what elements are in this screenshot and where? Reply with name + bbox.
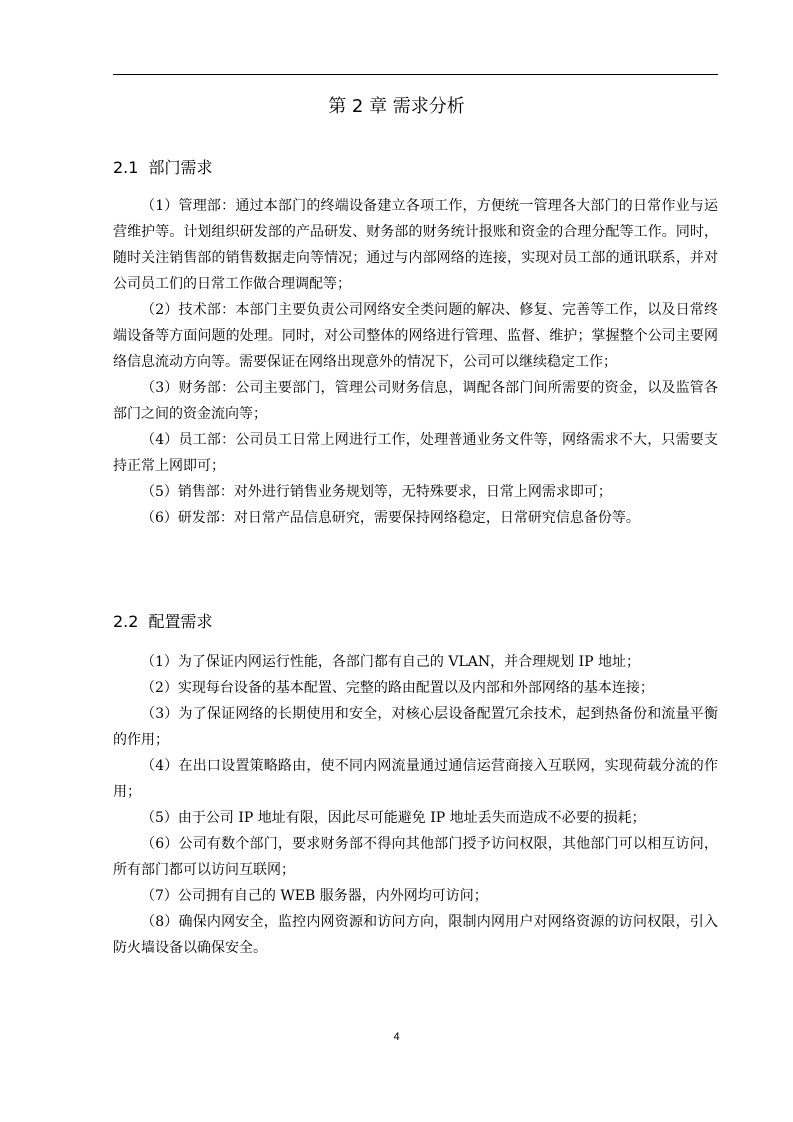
section-number: 2.2 xyxy=(113,612,139,631)
paragraph: （6）研发部：对日常产品信息研究，需要保持网络稳定，日常研究信息备份等。 xyxy=(141,510,640,526)
chapter-title: 第 2 章 需求分析 xyxy=(328,96,465,117)
section-heading-2-1 xyxy=(113,157,212,179)
paragraph: （2）技术部：本部门主要负责公司网络安全类问题的解决、修复、完善等工作，以及日常终端设备等方面问题的处理。同时，对公司整体的网络进行管理、监督、维护；掌握整个公司主要网络信息流动方向等。需要保证在网络出现意外的情况下，公司可以继续稳定工作； xyxy=(113,302,718,370)
paragraph: （4）在出口设置策略路由，使不同内网流量通过通信运营商接入互联网，实现荷载分流的作用； xyxy=(113,758,718,800)
section-title: 部门需求 xyxy=(148,158,213,177)
paragraph: （3）为了保证网络的长期使用和安全，对核心层设备配置冗余技术，起到热备份和流量平衡的作用； xyxy=(113,706,718,748)
header-rule xyxy=(113,74,718,75)
section-number: 2.1 xyxy=(113,158,139,177)
section-body-2-1 xyxy=(113,193,718,531)
section-heading-2-2 xyxy=(113,611,212,633)
paragraph: （3）财务部：公司主要部门，管理公司财务信息，调配各部门间所需要的资金，以及监管各部门之间的资金流向等； xyxy=(113,380,718,422)
paragraph: （4）员工部：公司员工日常上网进行工作，处理普通业务文件等，网络需求不大，只需要支持正常上网即可； xyxy=(113,432,718,474)
page-number: 4 xyxy=(393,1031,400,1043)
paragraph: （8）确保内网安全，监控内网资源和访问方向，限制内网用户对网络资源的访问权限，引入防火墙设备以确保安全。 xyxy=(113,914,718,956)
paragraph: （7）公司拥有自己的 WEB 服务器，内外网均可访问； xyxy=(141,888,488,904)
paragraph: （1）管理部：通过本部门的终端设备建立各项工作，方便统一管理各大部门的日常作业与运营维护等。计划组织研发部的产品研发、财务部的财务统计报账和资金的合理分配等工作。同时，随时关注销售部的销售数据走向等情况；通过与内部网络的连接，实现对员工部的通讯联系，并对公司员工们的日常工作做合理调配等； xyxy=(113,198,718,292)
section-title: 配置需求 xyxy=(148,612,213,631)
paragraph: （1）为了保证内网运行性能，各部门都有自己的 VLAN，并合理规划 IP 地址； xyxy=(141,654,640,670)
section-body-2-2 xyxy=(113,649,718,961)
paragraph: （2）实现每台设备的基本配置、完整的路由配置以及内部和外部网络的基本连接； xyxy=(141,680,654,696)
paragraph: （6）公司有数个部门，要求财务部不得向其他部门授予访问权限，其他部门可以相互访问，所有部门都可以访问互联网； xyxy=(113,836,718,878)
paragraph: （5）销售部：对外进行销售业务规划等，无特殊要求，日常上网需求即可； xyxy=(141,484,612,500)
paragraph: （5）由于公司 IP 地址有限，因此尽可能避免 IP 地址丢失而造成不必要的损耗； xyxy=(141,810,646,826)
